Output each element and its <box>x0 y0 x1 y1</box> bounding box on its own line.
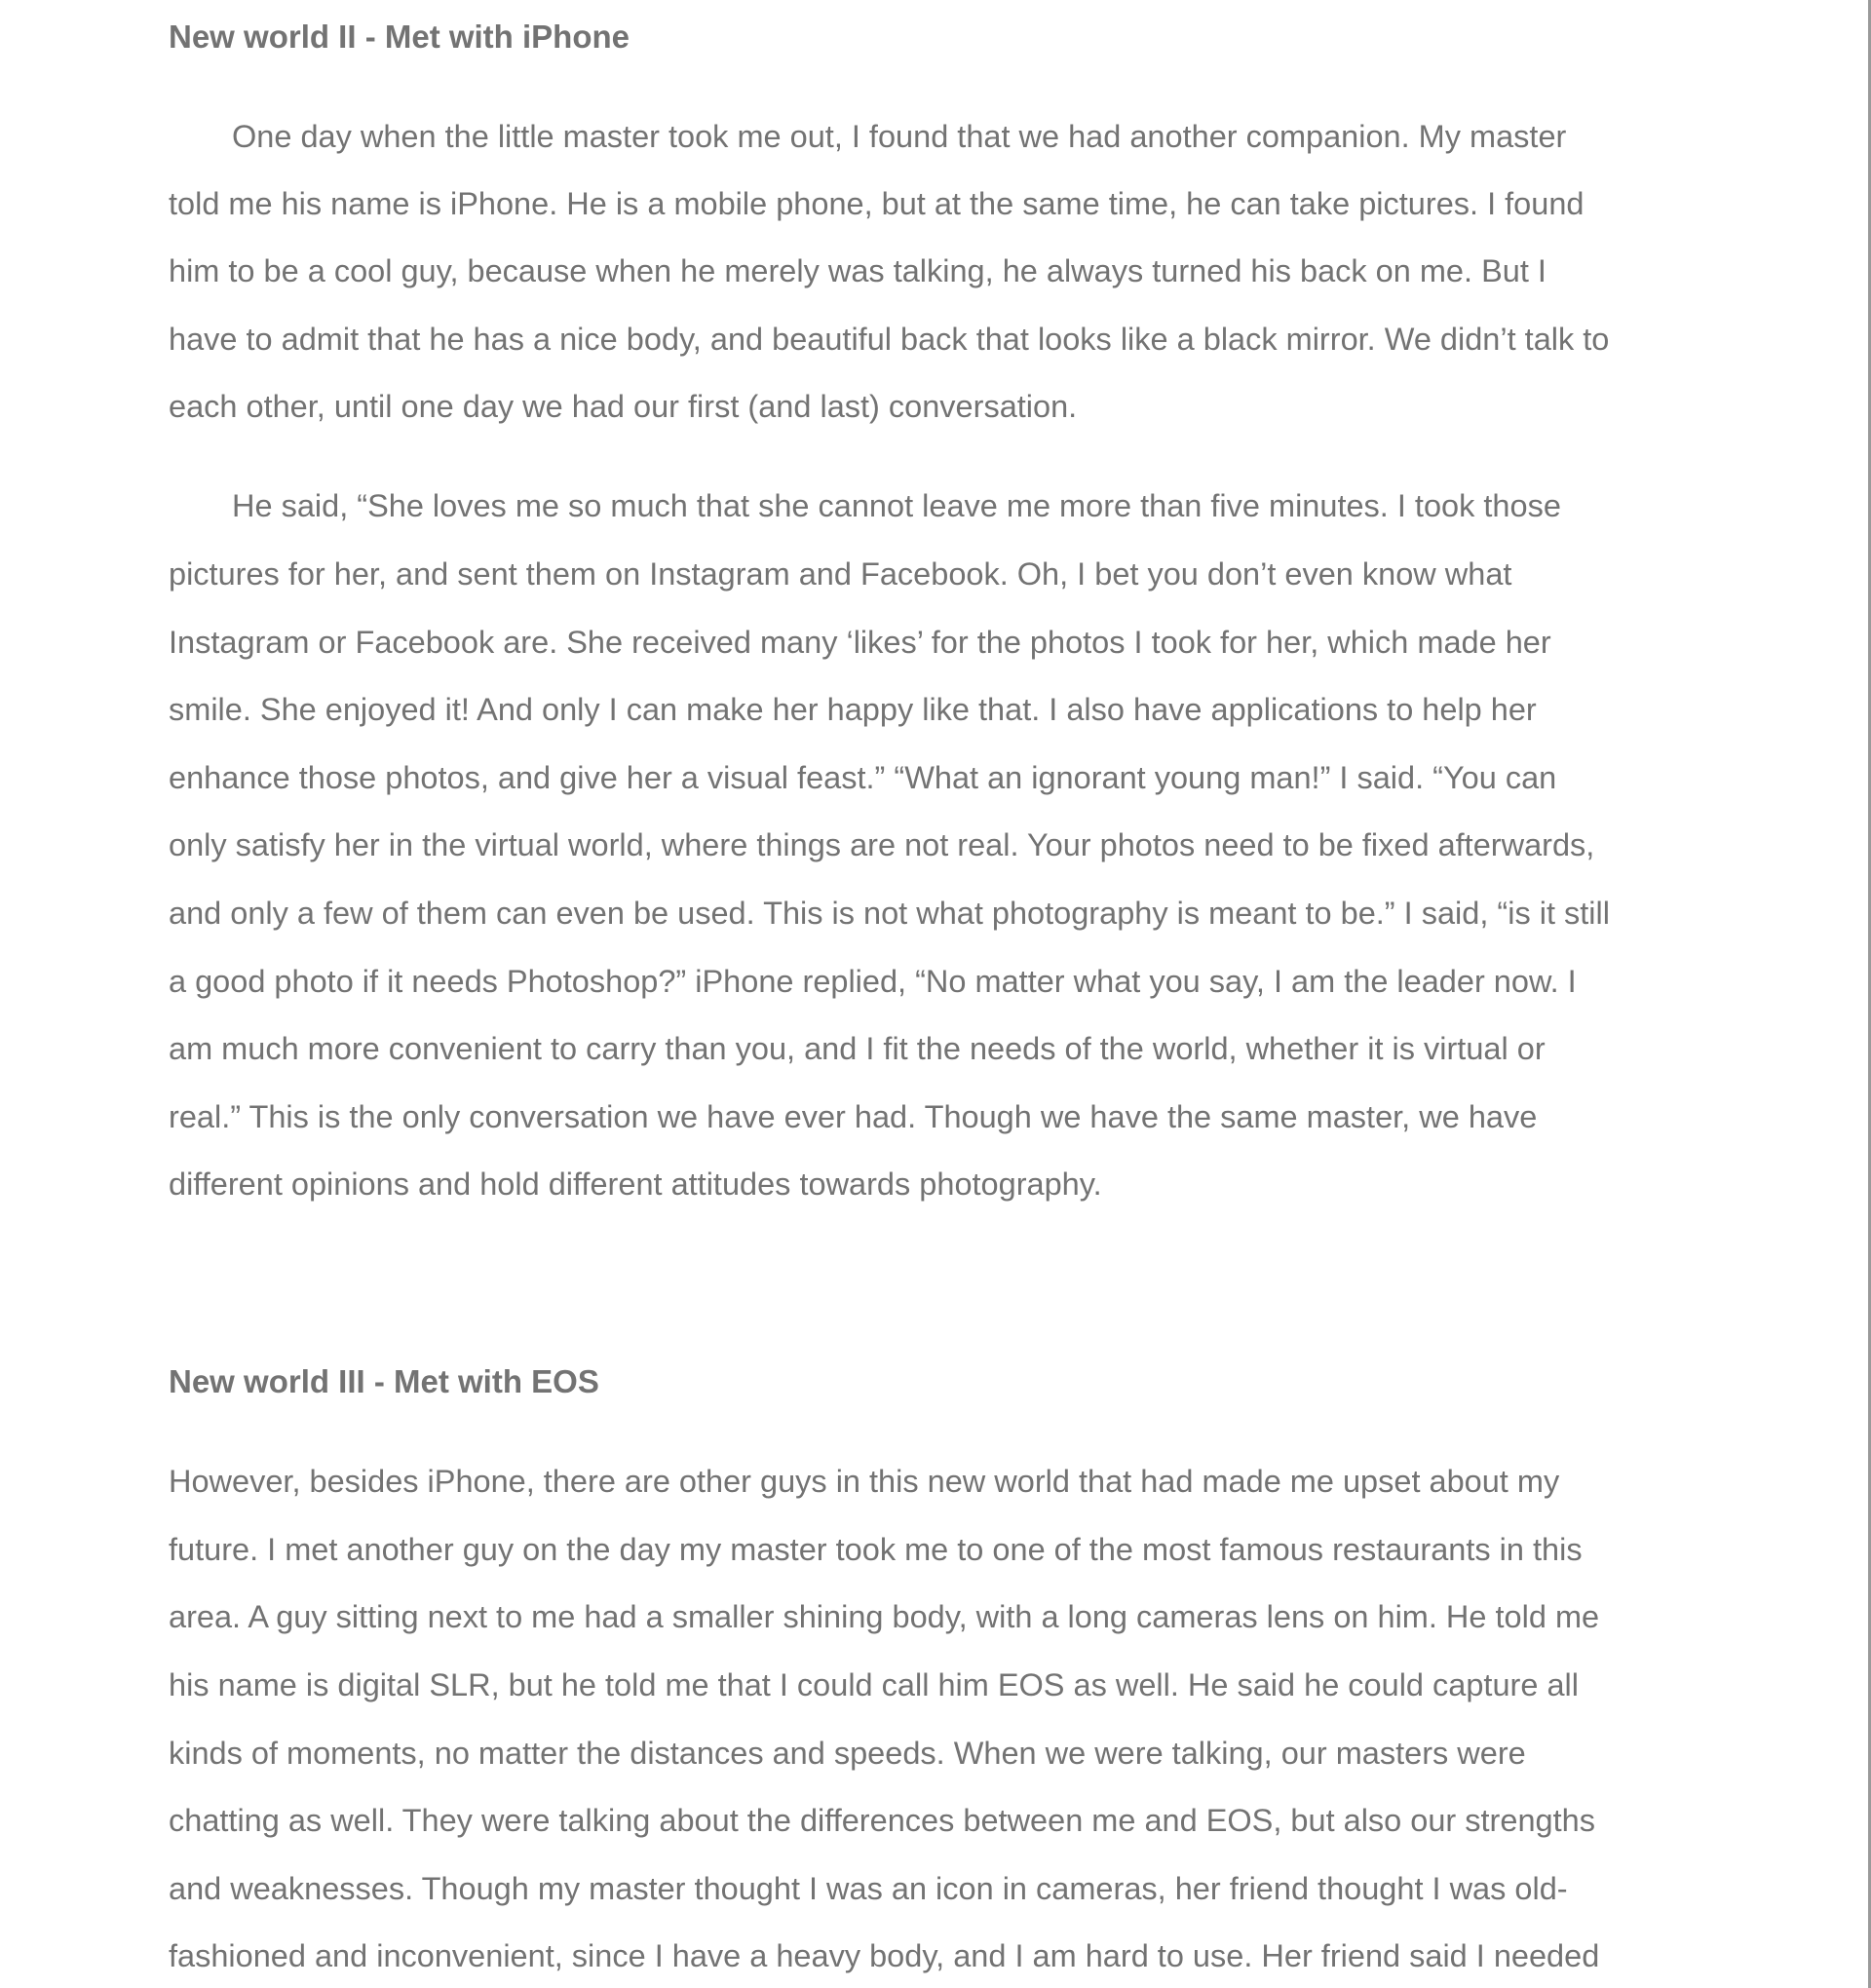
text-line: kinds of moments, no matter the distances and speeds. When we were talking, our masters were <box>169 1736 1526 1771</box>
text-line: him to be a cool guy, because when he merely was talking, he always turned his back on me. But I <box>169 253 1546 288</box>
text-line: He said, “She loves me so much that she cannot leave me more than five minutes. I took those <box>232 488 1561 523</box>
text-line: have to admit that he has a nice body, and beautiful back that looks like a black mirror. We didn’t talk to <box>169 322 1610 357</box>
text-line: and only a few of them can even be used. This is not what photography is meant to be.” I said, “is it still <box>169 896 1610 931</box>
section-heading-eos: New world III - Met with EOS <box>169 1363 599 1399</box>
text-line: However, besides iPhone, there are other guys in this new world that had made me upset about my <box>169 1464 1560 1499</box>
text-line: a good photo if it needs Photoshop?” iPhone replied, “No matter what you say, I am the leader now. I <box>169 964 1577 999</box>
text-line: pictures for her, and sent them on Instagram and Facebook. Oh, I bet you don’t even know what <box>169 556 1512 592</box>
text-line: real.” This is the only conversation we have ever had. Though we have the same master, we have <box>169 1099 1538 1134</box>
text-line: and weaknesses. Though my master thought I was an icon in cameras, her friend thought I was old- <box>169 1871 1568 1906</box>
text-line: different opinions and hold different attitudes towards photography. <box>169 1166 1102 1202</box>
text-line: Instagram or Facebook are. She received many ‘likes’ for the photos I took for her, which made her <box>169 625 1551 660</box>
text-line: am much more convenient to carry than you, and I fit the needs of the world, whether it is virtual or <box>169 1031 1546 1066</box>
text-line: each other, until one day we had our first (and last) conversation. <box>169 389 1078 424</box>
text-line: told me his name is iPhone. He is a mobile phone, but at the same time, he can take pictures. I found <box>169 186 1585 221</box>
text-line: future. I met another guy on the day my master took me to one of the most famous restaurants in this <box>169 1532 1583 1567</box>
text-line: his name is digital SLR, but he told me that I could call him EOS as well. He said he could capture all <box>169 1667 1579 1702</box>
text-line: One day when the little master took me out, I found that we had another companion. My master <box>232 119 1567 154</box>
text-line: chatting as well. They were talking about the differences between me and EOS, but also our strengths <box>169 1803 1595 1838</box>
text-line: fashioned and inconvenient, since I have a heavy body, and I am hard to use. Her friend said I needed <box>169 1938 1600 1973</box>
text-line: only satisfy her in the virtual world, where things are not real. Your photos need to be fixed afterwards, <box>169 827 1595 862</box>
text-line: area. A guy sitting next to me had a smaller shining body, with a long cameras lens on him. He told me <box>169 1599 1600 1634</box>
text-line: smile. She enjoyed it! And only I can make her happy like that. I also have applications to help her <box>169 692 1537 727</box>
section-heading-iphone: New world II - Met with iPhone <box>169 19 630 55</box>
text-line: enhance those photos, and give her a visual feast.” “What an ignorant young man!” I said. “You can <box>169 760 1557 795</box>
